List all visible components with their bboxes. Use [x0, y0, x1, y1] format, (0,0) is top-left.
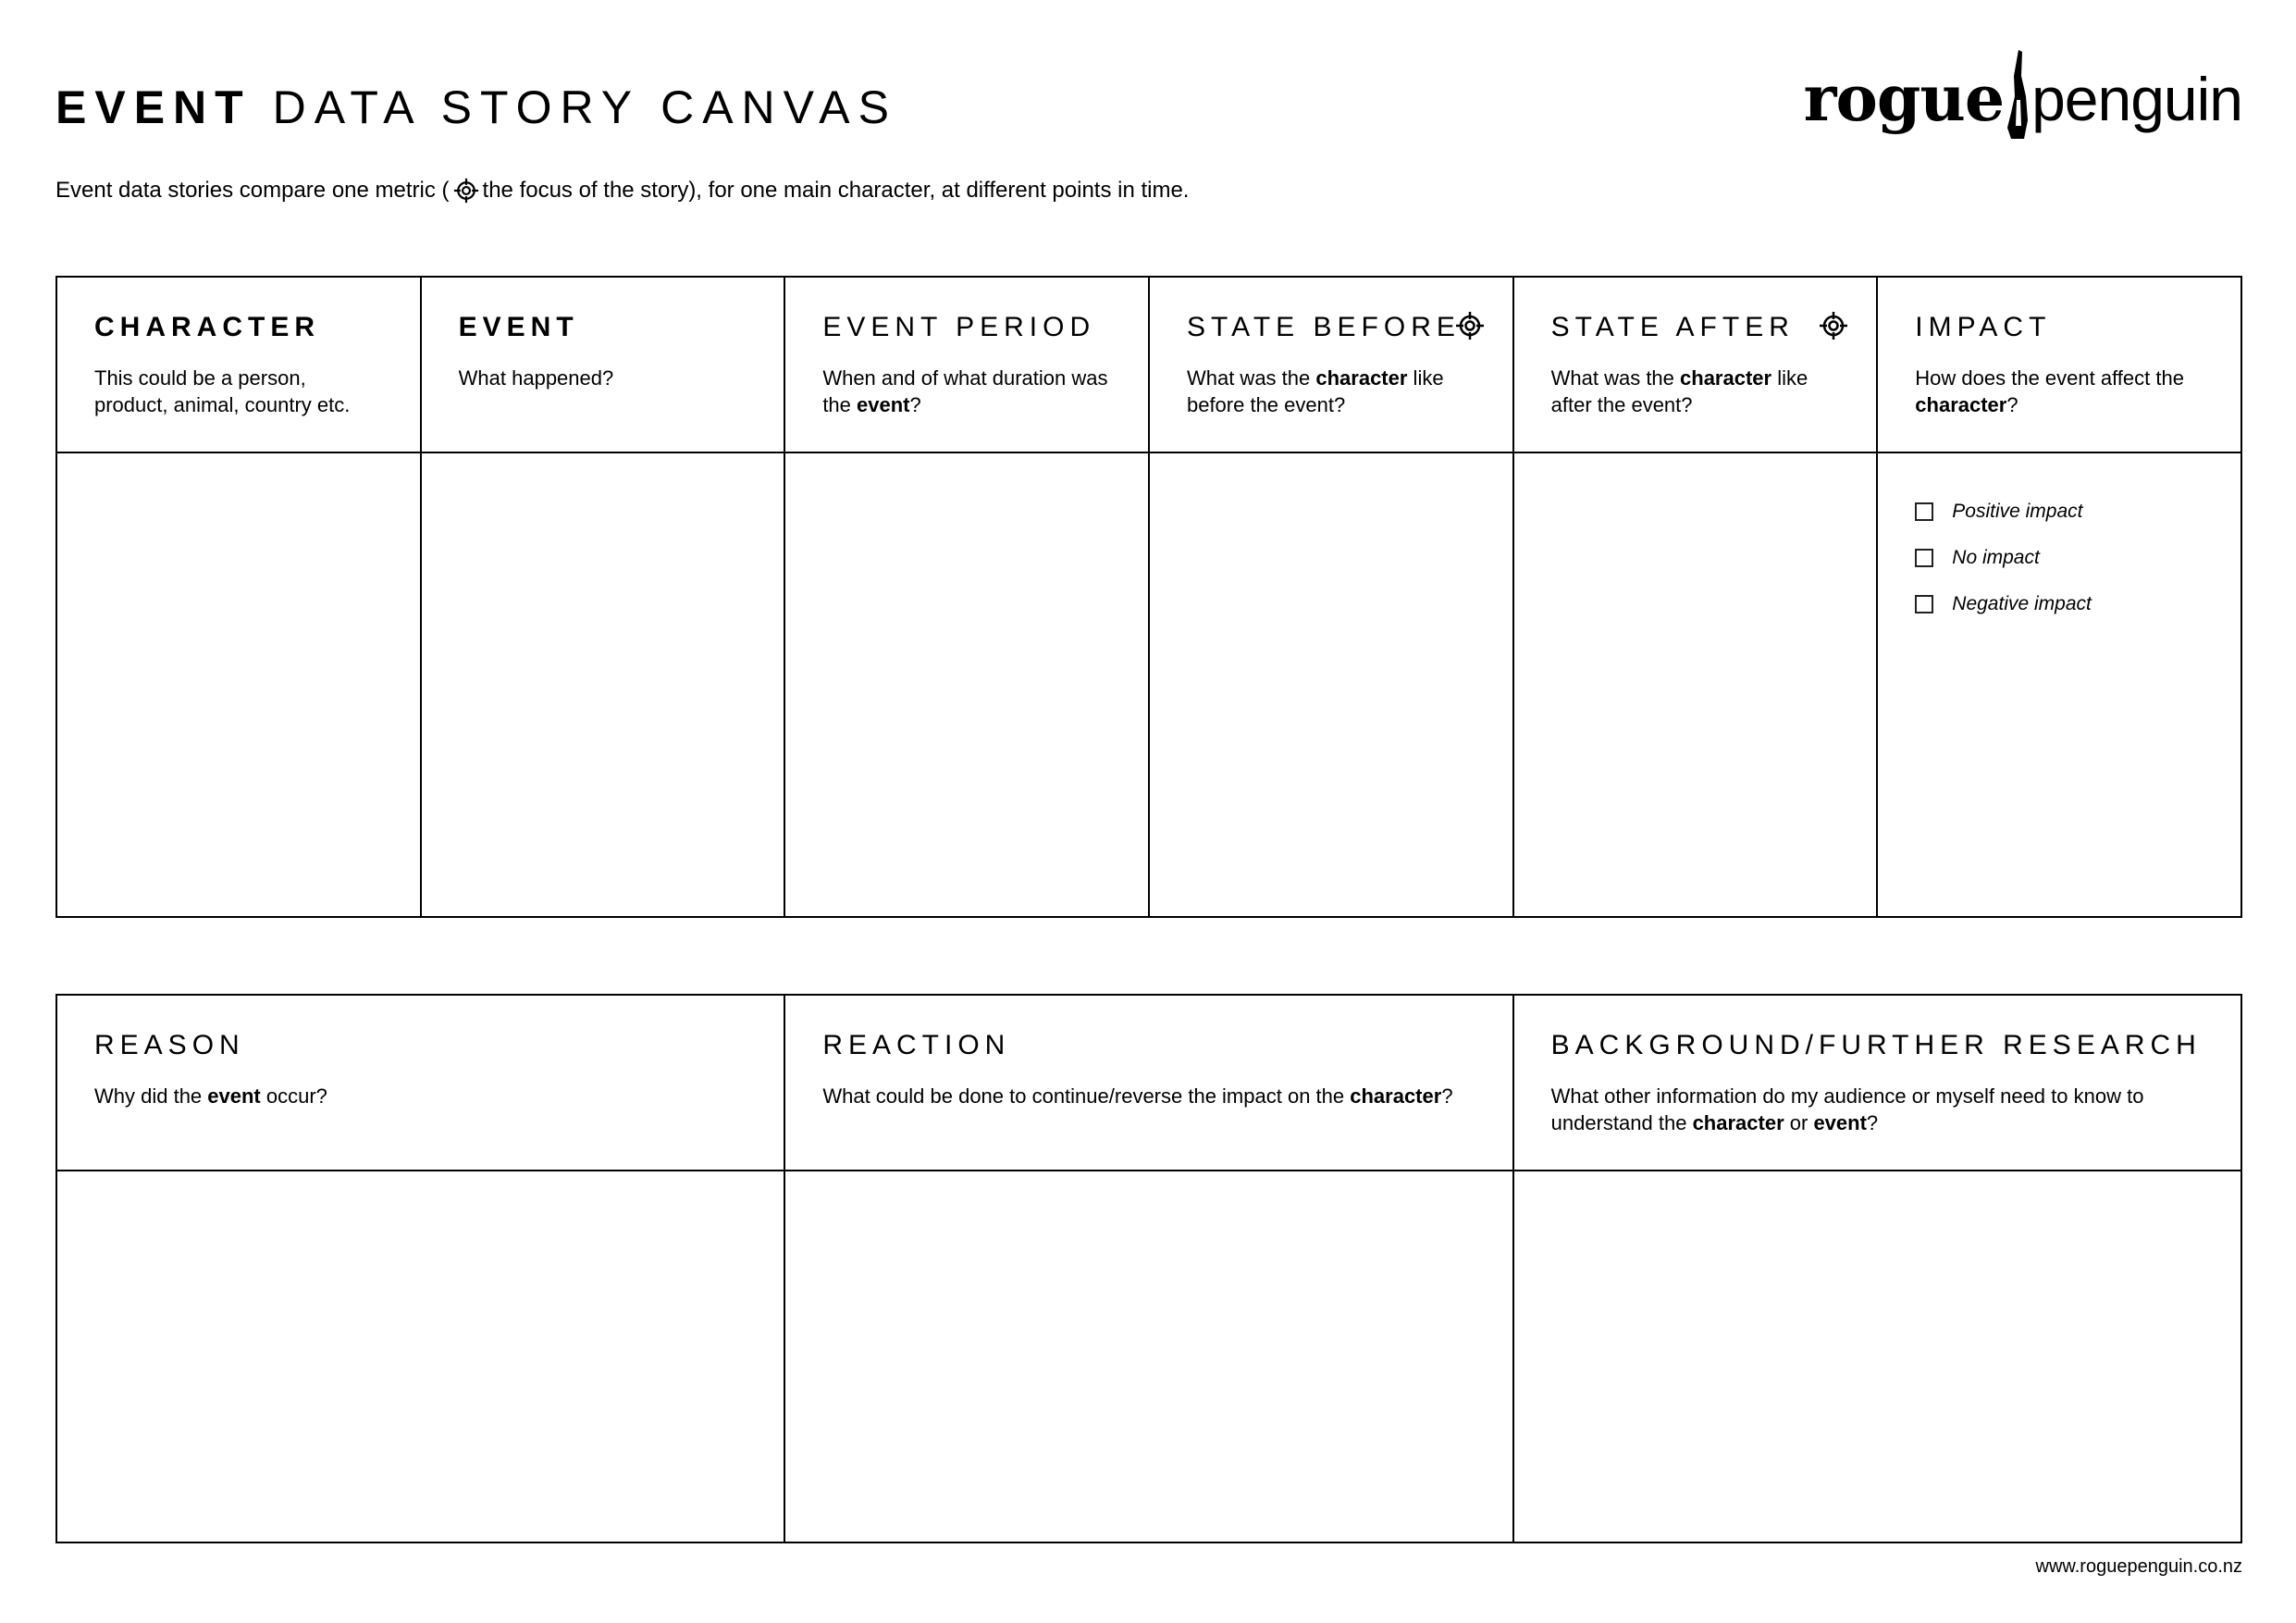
impact-option-positive[interactable]	[1915, 489, 2203, 535]
description-text: When and of what duration was the	[822, 366, 1108, 416]
description-text: What was the	[1550, 366, 1681, 390]
background-research-title: BACKGROUND/FURTHER RESEARCH	[1550, 1030, 2202, 1060]
logo-text-penguin: penguin	[2031, 65, 2242, 133]
reaction-description	[822, 1083, 1475, 1109]
page-title	[56, 81, 897, 133]
event-description	[459, 365, 747, 391]
checkbox[interactable]	[1915, 595, 1933, 613]
description-text: ?	[1866, 1111, 1879, 1134]
event-title: EVENT	[458, 312, 579, 342]
impact-option-negative[interactable]	[1915, 581, 2203, 627]
impact-option-none[interactable]	[1915, 535, 2203, 581]
description-emphasis: character	[1692, 1111, 1784, 1134]
description-emphasis: character	[1680, 366, 1772, 390]
reaction-input-area[interactable]	[784, 1171, 1512, 1542]
state-before-input-area[interactable]	[1149, 452, 1513, 917]
checkbox[interactable]	[1915, 502, 1933, 521]
state-before-header	[1149, 277, 1513, 452]
impact-option-label: No impact	[1952, 547, 2040, 568]
background-research-header	[1513, 995, 2241, 1171]
description-emphasis: event	[1813, 1111, 1867, 1134]
state-before-title: STATE BEFORE	[1186, 312, 1461, 342]
page-title-light: DATA STORY CANVAS	[272, 81, 897, 133]
background-research-description	[1551, 1083, 2203, 1136]
top-header-row	[56, 277, 2241, 452]
description-text: What could be done to continue/reverse the impact on the	[822, 1084, 1351, 1108]
event-period-description	[822, 365, 1111, 418]
top-body-row	[56, 452, 2241, 917]
description-text: What was the	[1186, 366, 1316, 390]
character-title: CHARACTER	[94, 312, 320, 342]
target-crosshair-icon	[1819, 311, 1848, 341]
description-emphasis: event	[207, 1084, 261, 1108]
state-after-title: STATE AFTER	[1550, 312, 1795, 342]
event-period-header	[784, 277, 1149, 452]
character-description	[94, 365, 383, 418]
penguin-logo-icon	[2006, 48, 2030, 141]
impact-title: IMPACT	[1915, 312, 2052, 342]
target-crosshair-icon	[1455, 311, 1485, 341]
description-emphasis: character	[1350, 1084, 1442, 1108]
description-text: How does the event affect the	[1915, 366, 2184, 390]
description-text: like after the event?	[1550, 366, 1808, 416]
logo-text-rogue: rogue	[1803, 62, 2005, 136]
impact-input-area	[1877, 452, 2241, 917]
impact-option-label: Positive impact	[1952, 501, 2083, 522]
intro-text	[56, 176, 1189, 205]
event-period-input-area[interactable]	[784, 452, 1149, 917]
target-crosshair-icon	[453, 178, 479, 204]
bottom-canvas-table	[56, 994, 2242, 1543]
description-text: ?	[2006, 393, 2018, 416]
description-text: What happened?	[458, 366, 614, 390]
reason-input-area[interactable]	[56, 1171, 784, 1542]
reason-header	[56, 995, 784, 1171]
impact-option-label: Negative impact	[1952, 593, 2092, 614]
description-text: like before the event?	[1186, 366, 1444, 416]
impact-description	[1915, 365, 2203, 418]
bottom-header-row	[56, 995, 2241, 1171]
description-text: ?	[909, 393, 921, 416]
description-text: ?	[1441, 1084, 1453, 1108]
description-emphasis: character	[1315, 366, 1408, 390]
state-after-description	[1551, 365, 1840, 418]
impact-header	[1877, 277, 2241, 452]
rogue-penguin-logo	[1804, 48, 2242, 141]
event-input-area[interactable]	[421, 452, 785, 917]
description-text: or	[1784, 1111, 1814, 1134]
event-header	[421, 277, 785, 452]
description-emphasis: event	[857, 393, 910, 416]
character-input-area[interactable]	[56, 452, 421, 917]
page-title-strong: EVENT	[56, 81, 252, 133]
checkbox[interactable]	[1915, 549, 1933, 567]
description-text: occur?	[260, 1084, 327, 1108]
description-text: This could be a person, product, animal, country etc.	[94, 366, 351, 416]
intro-text-after: the focus of the story), for one main character, at different points in time.	[482, 178, 1190, 203]
description-text: Why did the	[94, 1084, 208, 1108]
reaction-header	[784, 995, 1512, 1171]
background-research-input-area[interactable]	[1513, 1171, 2241, 1542]
state-before-description	[1187, 365, 1475, 418]
reason-description	[94, 1083, 747, 1109]
reaction-title: REACTION	[822, 1030, 1011, 1060]
reason-title: REASON	[94, 1030, 245, 1060]
bottom-body-row	[56, 1171, 2241, 1542]
description-text: What other information do my audience or myself need to know to understand the	[1550, 1084, 2144, 1134]
character-header	[56, 277, 421, 452]
intro-text-before: Event data stories compare one metric (	[56, 178, 450, 203]
event-period-title: EVENT PERIOD	[822, 312, 1096, 342]
footer-website-link[interactable]: www.roguepenguin.co.nz	[2035, 1556, 2242, 1577]
description-emphasis: character	[1915, 393, 2007, 416]
top-canvas-table	[56, 276, 2242, 918]
state-after-input-area[interactable]	[1513, 452, 1878, 917]
state-after-header	[1513, 277, 1878, 452]
